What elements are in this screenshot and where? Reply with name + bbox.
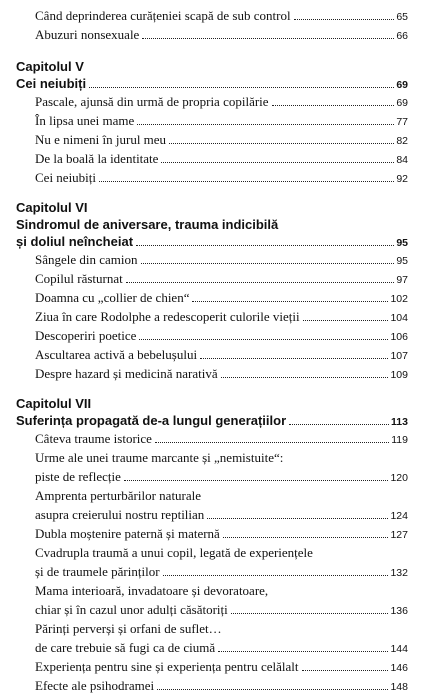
toc-entry: [16, 168, 408, 187]
toc-entry-title: Când deprinderea curățeniei scapă de sub control: [35, 8, 291, 23]
dot-leader: [139, 339, 388, 340]
dot-leader: [161, 162, 394, 163]
toc-entry: [16, 288, 408, 307]
toc-entry: [16, 149, 408, 168]
toc-entry-page: 107: [390, 350, 408, 362]
toc-entry-title: Despre hazard și medicină narativă: [35, 366, 218, 381]
toc-entry: [16, 429, 408, 448]
toc-entry-title: asupra creierului nostru reptilian: [35, 507, 205, 522]
toc-entry-title: Cei neiubiți: [35, 170, 97, 185]
toc-entry: [16, 25, 408, 44]
toc-entry: [16, 638, 408, 657]
toc-entry-title: de care trebuie să fugi ca de ciumă: [35, 640, 216, 655]
toc-entry-page: 124: [390, 510, 408, 522]
toc-entry-page: 120: [390, 472, 408, 484]
spacer: [16, 383, 408, 395]
dot-leader: [302, 670, 389, 671]
chapter-page: 95: [396, 237, 408, 249]
toc-entry-title-line: Amprenta perturbărilor naturale: [35, 488, 202, 503]
toc-entry-page: 148: [390, 681, 408, 693]
spacer: [16, 44, 408, 58]
toc-entry-title-line: Mama interioară, invadatoare și devoratoare,: [35, 583, 269, 598]
chapter-page: 69: [396, 79, 408, 91]
toc-entry-title: Doamna cu „collier de chien“: [35, 290, 190, 305]
dot-leader: [231, 613, 389, 614]
toc-entry: [16, 326, 408, 345]
toc-entry-title: Dubla moștenire paternă și maternă: [35, 526, 220, 541]
toc-entry-title: Nu e nimeni în jurul meu: [35, 132, 167, 147]
toc-entry: [16, 657, 408, 676]
dot-leader: [124, 480, 389, 481]
dot-leader: [192, 301, 388, 302]
toc-entry-title-line: Urme ale unei traume marcante și „nemistuite“:: [35, 450, 284, 465]
toc-entry-page: 65: [396, 11, 408, 23]
dot-leader: [137, 124, 394, 125]
dot-leader: [89, 87, 394, 88]
chapter-title-entry: [16, 412, 408, 429]
toc-entry: [16, 250, 408, 269]
toc-entry-page: 82: [396, 135, 408, 147]
toc-entry-title: Copilul răsturnat: [35, 271, 123, 286]
toc-entry: [16, 345, 408, 364]
toc-entry: [16, 6, 408, 25]
toc-entry: [16, 562, 408, 581]
spacer: [16, 187, 408, 199]
toc-entry: [16, 364, 408, 383]
toc-entry-title: De la boală la identitate: [35, 151, 159, 166]
dot-leader: [294, 19, 395, 20]
chapter-title-entry: [16, 75, 408, 92]
toc-entry: [16, 130, 408, 149]
toc-entry-title: Abuzuri nonsexuale: [35, 27, 140, 42]
toc-entry: [16, 111, 408, 130]
toc-entry-title: Experiența pentru sine și experiența pentru celălalt: [35, 659, 299, 674]
toc-entry-title: Sângele din camion: [35, 252, 138, 267]
dot-leader: [169, 143, 394, 144]
toc-entry: [16, 505, 408, 524]
toc-entry-page: 104: [390, 312, 408, 324]
dot-leader: [126, 282, 395, 283]
toc-entry-title: chiar și în cazul unor adulți căsătoriți: [35, 602, 228, 617]
chapter-title-line: Sindromul de aniversare, trauma indicibilă: [16, 217, 279, 232]
dot-leader: [218, 651, 388, 652]
toc-entry-page: 144: [390, 643, 408, 655]
toc-entry-title: Descoperiri poetice: [35, 328, 137, 343]
dot-leader: [141, 263, 395, 264]
toc-entry-title: și de traumele părinților: [35, 564, 160, 579]
chapter-label: Capitolul VII: [16, 396, 92, 411]
toc-entry: [16, 92, 408, 111]
toc-entry-page: 95: [396, 255, 408, 267]
toc-entry-title: Efecte ale psihodramei: [35, 678, 155, 693]
dot-leader: [142, 38, 394, 39]
toc-entry-page: 97: [396, 274, 408, 286]
toc-entry-title: În lipsa unei mame: [35, 113, 135, 128]
chapter-title: Suferința propagată de-a lungul generațiilor: [16, 413, 287, 428]
chapter-label: Capitolul VI: [16, 200, 88, 215]
chapter-label: Capitolul V: [16, 59, 84, 74]
toc-entry-page: 119: [391, 434, 408, 446]
toc-entry-page: 77: [396, 116, 408, 128]
dot-leader: [99, 181, 394, 182]
dot-leader: [221, 377, 389, 378]
chapter-page: 113: [391, 416, 408, 428]
toc-entry-title-line: Părinți perverși și orfani de suflet…: [35, 621, 222, 636]
dot-leader: [207, 518, 388, 519]
table-of-contents: [16, 6, 408, 695]
chapter-title: și doliul neîncheiat: [16, 234, 134, 249]
toc-entry-page: 106: [390, 331, 408, 343]
dot-leader: [157, 689, 388, 690]
toc-entry-page: 66: [396, 30, 408, 42]
toc-entry-title: piste de reflecție: [35, 469, 121, 484]
toc-entry-page: 146: [390, 662, 408, 674]
toc-entry-page: 69: [396, 97, 408, 109]
toc-entry-title: Pascale, ajunsă din urmă de propria copilărie: [35, 94, 269, 109]
toc-entry: [16, 600, 408, 619]
toc-entry-page: 136: [390, 605, 408, 617]
dot-leader: [272, 105, 395, 106]
dot-leader: [155, 442, 389, 443]
toc-entry: [16, 467, 408, 486]
toc-entry-title: Ziua în care Rodolphe a redescoperit culorile vieții: [35, 309, 300, 324]
toc-entry-title: Ascultarea activă a bebelușului: [35, 347, 198, 362]
chapter-title: Cei neiubiți: [16, 76, 87, 91]
toc-entry-title-line: Cvadrupla traumă a unui copil, legată de experiențele: [35, 545, 313, 560]
toc-entry-page: 127: [390, 529, 408, 541]
toc-entry-page: 92: [396, 173, 408, 185]
toc-entry: [16, 524, 408, 543]
dot-leader: [289, 424, 389, 425]
toc-entry: [16, 676, 408, 695]
dot-leader: [200, 358, 388, 359]
toc-entry: [16, 307, 408, 326]
chapter-title-entry: [16, 233, 408, 250]
dot-leader: [163, 575, 389, 576]
toc-entry-page: 84: [396, 154, 408, 166]
toc-entry-title: Câteva traume istorice: [35, 431, 152, 446]
dot-leader: [136, 245, 394, 246]
dot-leader: [303, 320, 389, 321]
toc-entry: [16, 269, 408, 288]
toc-entry-page: 132: [390, 567, 408, 579]
toc-entry-page: 109: [390, 369, 408, 381]
toc-entry-page: 102: [390, 293, 408, 305]
dot-leader: [223, 537, 389, 538]
